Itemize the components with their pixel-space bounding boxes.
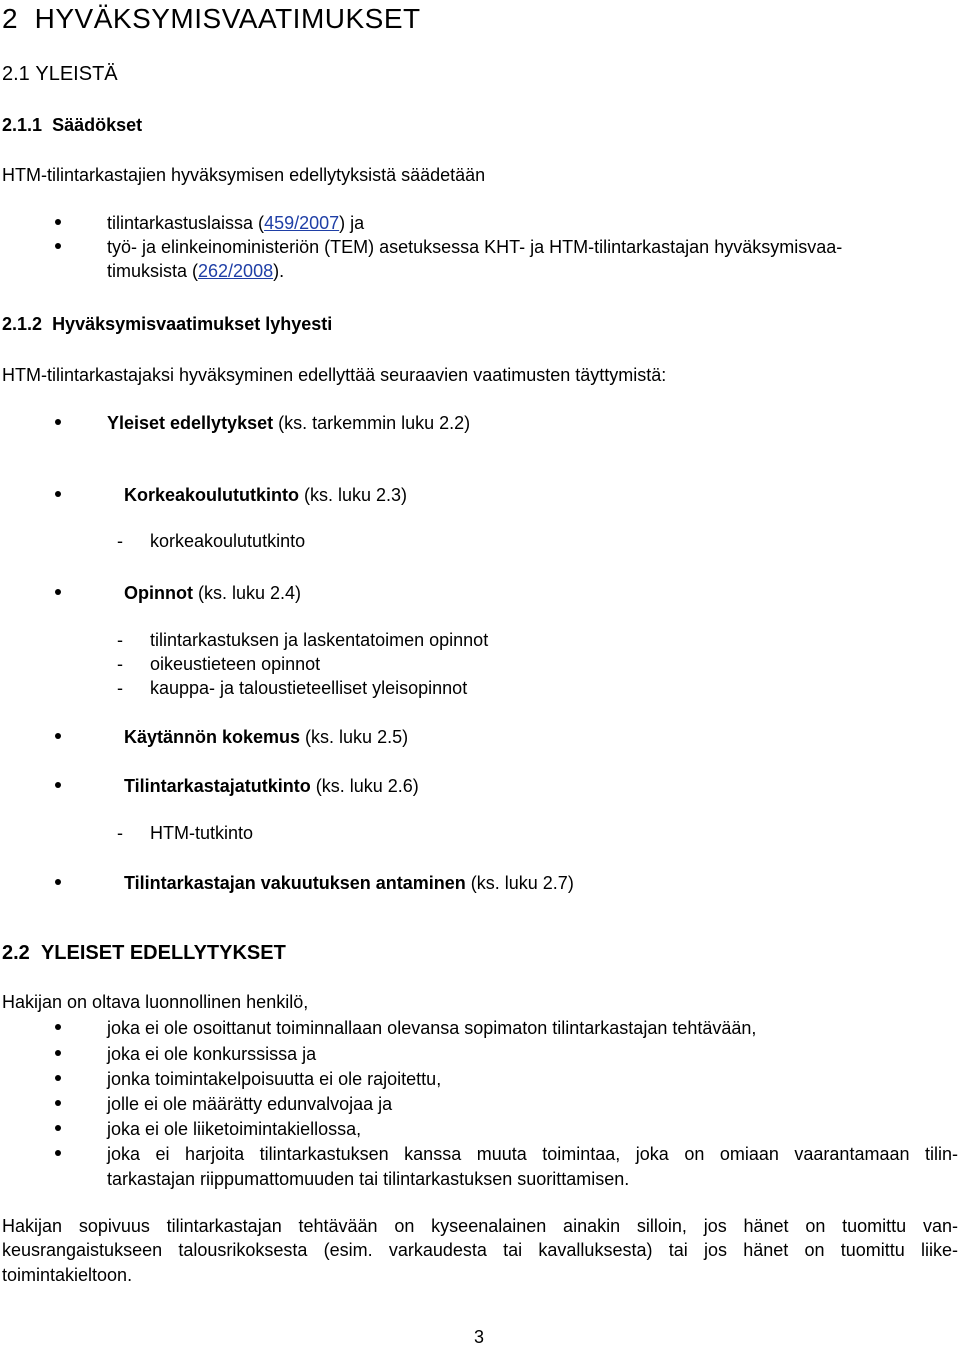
bullet-icon: [55, 733, 61, 739]
subsection-title: Hyväksymisvaatimukset lyhyesti: [52, 314, 333, 334]
bullet-icon: [55, 1125, 61, 1131]
requirement-ref: (ks. luku 2.7): [465, 873, 574, 893]
sub-item: HTM-tutkinto: [150, 823, 254, 843]
sub-item: oikeustieteen opinnot: [150, 654, 321, 674]
bullet-icon: [55, 1050, 61, 1056]
link-262-2008[interactable]: 262/2008: [198, 261, 274, 281]
bullet-icon: [55, 243, 61, 249]
link-459-2007[interactable]: 459/2007: [264, 213, 340, 233]
sub-item: tilintarkastuksen ja laskentatoimen opinnot: [150, 630, 489, 650]
list-item-decree: työ- ja elinkeinoministeriön (TEM) asetuksessa KHT- ja HTM-tilintarkastajan hyväksymisvaa-: [107, 237, 843, 257]
requirement-ref: (ks. luku 2.3): [299, 485, 408, 505]
list-item-text: ).: [273, 261, 285, 281]
section-title: YLEISET EDELLYTYKSET: [40, 942, 286, 964]
bullet-icon: [55, 419, 61, 425]
subsection-number: 2.1.2: [2, 314, 43, 334]
condition-item: joka ei ole konkurssissa ja: [107, 1044, 317, 1064]
requirement-title: Tilintarkastajan vakuutuksen antaminen: [124, 873, 466, 893]
bullet-icon: [55, 1075, 61, 1081]
requirement-item: [107, 412, 470, 434]
bullet-icon: [55, 1150, 61, 1156]
list-item-decree-cont: [107, 260, 284, 282]
condition-item: joka ei ole liiketoimintakiellossa,: [107, 1119, 362, 1139]
dash-icon: -: [117, 823, 123, 843]
requirement-title: Korkeakoulututkinto: [124, 485, 300, 505]
requirement-item: [124, 726, 408, 748]
condition-item: jolle ei ole määrätty edunvalvojaa ja: [107, 1094, 393, 1114]
chapter-heading: [2, 2, 421, 36]
chapter-title: HYVÄKSYMISVAATIMUKSET: [34, 3, 421, 34]
dash-icon: -: [117, 531, 123, 551]
requirement-item: [124, 484, 407, 506]
bullet-icon: [55, 491, 61, 497]
requirement-title: Käytännön kokemus: [124, 727, 301, 747]
requirement-ref: (ks. luku 2.6): [310, 776, 419, 796]
requirement-ref: (ks. tarkemmin luku 2.2): [273, 413, 471, 433]
requirement-ref: (ks. luku 2.4): [192, 583, 302, 603]
requirement-title: Yleiset edellytykset: [107, 413, 274, 433]
paragraph-line: Hakijan sopivuus tilintarkastajan tehtävään on kyseenalainen ainakin silloin, jos hänet on tuomittu van-: [2, 1216, 958, 1236]
section-title: YLEISTÄ: [35, 63, 118, 85]
condition-item: jonka toimintakelpoisuutta ei ole rajoitettu,: [107, 1069, 442, 1089]
requirement-item: [124, 872, 574, 894]
condition-item-cont: tarkastajan riippumattomuuden tai tilintarkastuksen suorittamisen.: [107, 1169, 630, 1189]
paragraph-line: keusrangaistukseen talousrikoksesta (esim. varkaudesta tai kavalluksesta) tai jos hänet on tuomittu liike-: [2, 1240, 958, 1260]
section-heading-2-1: [2, 62, 118, 86]
requirement-item: [124, 582, 301, 604]
section-number: 2.1: [2, 63, 30, 85]
subsection-heading-2-1-2: [2, 313, 332, 335]
paragraph-intro-2-2: Hakijan on oltava luonnollinen henkilö,: [2, 992, 309, 1012]
bullet-icon: [55, 879, 61, 885]
bullet-icon: [55, 589, 61, 595]
list-item-law: [107, 212, 364, 234]
list-item-text: tilintarkastuslaissa (: [107, 213, 265, 233]
subsection-title: Säädökset: [52, 115, 143, 135]
dash-icon: -: [117, 630, 123, 650]
condition-item: joka ei harjoita tilintarkastuksen kanssa muuta toimintaa, joka on omiaan vaarantamaan tilin-: [107, 1144, 958, 1164]
dash-icon: -: [117, 654, 123, 674]
paragraph-intro-2-1-2: HTM-tilintarkastajaksi hyväksyminen edellyttää seuraavien vaatimusten täyttymistä:: [2, 365, 667, 385]
section-number: 2.2: [2, 942, 30, 964]
requirement-title: Opinnot: [124, 583, 193, 603]
paragraph-intro-2-1-1: HTM-tilintarkastajien hyväksymisen edellytyksistä säädetään: [2, 165, 486, 185]
page-number: 3: [474, 1327, 485, 1347]
sub-item: korkeakoulututkinto: [150, 531, 306, 551]
bullet-icon: [55, 1024, 61, 1030]
subsection-number: 2.1.1: [2, 115, 43, 135]
chapter-number: 2: [2, 3, 19, 34]
dash-icon: -: [117, 678, 123, 698]
condition-item: joka ei ole osoittanut toiminnallaan olevansa sopimaton tilintarkastajan tehtävään,: [107, 1018, 757, 1038]
paragraph-line: toimintakieltoon.: [2, 1265, 133, 1285]
sub-item: kauppa- ja taloustieteelliset yleisopinnot: [150, 678, 468, 698]
list-item-text: ) ja: [339, 213, 365, 233]
subsection-heading-2-1-1: [2, 114, 142, 136]
section-heading-2-2: [2, 941, 286, 965]
bullet-icon: [55, 1100, 61, 1106]
requirement-item: [124, 775, 419, 797]
bullet-icon: [55, 782, 61, 788]
requirement-ref: (ks. luku 2.5): [300, 727, 409, 747]
list-item-text: timuksista (: [107, 261, 199, 281]
requirement-title: Tilintarkastajatutkinto: [124, 776, 311, 796]
bullet-icon: [55, 219, 61, 225]
